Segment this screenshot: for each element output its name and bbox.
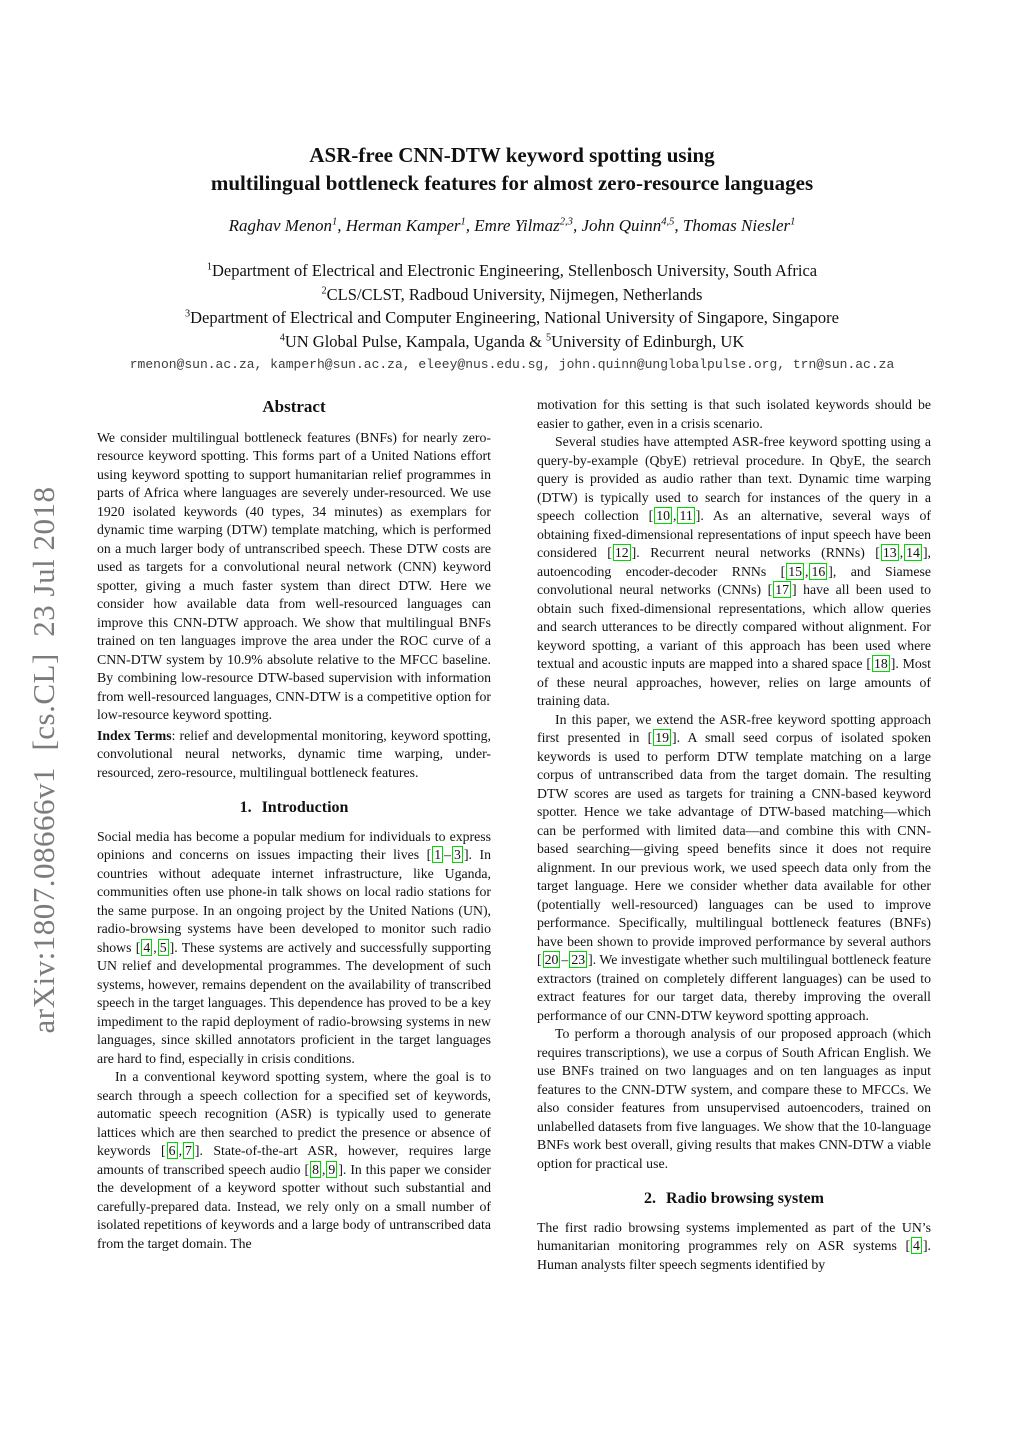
citation-link[interactable]: 4: [143, 939, 151, 955]
citation-link[interactable]: 20: [544, 952, 559, 967]
superscript: 1: [790, 216, 796, 228]
paper-title: [60, 141, 964, 197]
index-terms-paragraph: Index Terms: relief and developmental monitoring, keyword spotting, convolutional neural networks, dynamic time warping, under-resourced, zero-resource, multilingual bottleneck features.: [97, 727, 492, 780]
affiliation-1: $^1$Department of Electrical and Electronic Engineering, Stellenbosch University, South Africa: [206, 261, 818, 280]
citation-link[interactable]: 15: [788, 563, 803, 579]
citation-link[interactable]: 4: [913, 1238, 920, 1253]
citation-link[interactable]: 6: [168, 1143, 176, 1158]
right-column: [537, 396, 931, 1274]
affiliation-3: $^3$Department of Electrical and Computer Engineering, National University of Singapore, Singapore: [185, 308, 839, 327]
citation-link[interactable]: 7: [185, 1143, 192, 1158]
citation-link[interactable]: 12: [614, 545, 629, 560]
superscript: 3: [185, 308, 191, 320]
paragraph-analysis: To perform a thorough analysis of our proposed approach (which requires transcriptions), we use a corpus of South African English. We use BNFs trained on two languages and on ten languages as input features to the CNN-DTW system, and compare these to MFCCs. We also consider features from unsupervised autoencoders, trained on unlabelled datasets from five languages. We show that the 10-language BNFs work best overall, giving results that makes CNN-DTW a viable option for practical use.: [537, 1026, 931, 1171]
paragraph-radio-1: The first radio browsing systems implemented as part of the UN’s humanitarian monitoring programmes rely on ASR systems [ 4 ]. Human analysts filter speech segments identified by: [537, 1219, 931, 1272]
arxiv-sidebar-label: arXiv:1807.08666v1 [cs.CL] 23 Jul 2018: [26, 486, 61, 1034]
citation-link[interactable]: 23: [571, 952, 586, 967]
citation-link[interactable]: 17: [775, 582, 789, 597]
bold-label: Index Terms: [97, 727, 172, 743]
section-1-heading: [97, 799, 491, 818]
section-1-title: Introduction: [261, 799, 349, 816]
paragraph-qbye: Several studies have attempted ASR-free keyword spotting using a query-by-example (QbyE) retrieval procedure. In QbyE, the search query is provided as audio rather than text. Dynamic time warping (DTW) is typically used to search for instances of the query in a speech collection [ 10 , 11 ]. As an alternative, several ways of obtaining fixed-dimensional representations of input speech have been considered [ 12 ]. Recurrent neural networks (RNNs) [ 13 , 14 ], autoencoding encoder-decoder RNNs [ 15 , 16 ], and Siamese convolutional neural networks (CNNs) [ 17 ] have all been used to obtain such fixed-dimensional representations, which allow queries and search utterances to be directly compared without alignment. For keyword spotting, a variant of this approach has been used where textual and acoustic inputs are mapped into a shared space [ 18 ]. Most of these neural approaches, however, relies on large amounts of training data.: [537, 434, 931, 708]
author-emails: rmenon@sun.ac.za, kamperh@sun.ac.za, eleey@nus.edu.sg, john.quinn@unglobalpulse.org, trn@sun.ac.za: [129, 357, 895, 372]
section-2-heading: [537, 1190, 931, 1209]
citation-link[interactable]: 14: [906, 545, 920, 560]
affiliation-list: [20, 259, 1004, 353]
superscript: 2,3: [559, 216, 573, 228]
citation-link[interactable]: 19: [655, 730, 669, 745]
superscript: 5: [546, 332, 552, 343]
paper-title-line2: multilingual bottleneck features for almost zero-resource languages: [210, 171, 814, 195]
superscript: 1: [332, 216, 338, 228]
affiliation-4: $^4$UN Global Pulse, Kampala, Uganda & $^5$University of Edinburgh, UK: [279, 331, 745, 351]
section-2-number: 2.: [644, 1190, 657, 1207]
abstract-paragraph: We consider multilingual bottleneck features (BNFs) for nearly zero-resource keyword spotting. This forms part of a United Nations effort using keyword spotting to support humanitarian relief programmes in parts of Africa where languages are severely under-resourced. We use 1920 isolated keywords (40 types, 34 minutes) as exemplars for dynamic time warping (DTW) template matching, which is performed on a much larger body of untranscribed speech. These DTW costs are used as targets for a convolutional neural network (CNN) keyword spotter, giving a much faster system than direct DTW. Here we consider how available data from well-resourced languages can improve this CNN-DTW approach. We show that multilingual BNFs trained on ten languages improve the area under the ROC curve of a CNN-DTW system by 10.9% absolute relative to the MFCC baseline. By combining low-resource DTW-based supervision with information from well-resourced languages, CNN-DTW is a competitive option for low-resource keyword spotting.: [97, 429, 491, 722]
citation-link[interactable]: 18: [873, 656, 888, 671]
affiliation-2: $^2$CLS/CLST, Radboud University, Nijmegen, Netherlands: [321, 284, 703, 304]
citation-link[interactable]: 3: [454, 847, 461, 862]
citation-link[interactable]: 10: [656, 508, 670, 523]
superscript: 1: [206, 261, 212, 273]
citation-link[interactable]: 8: [312, 1161, 319, 1177]
superscript: 4: [279, 332, 285, 343]
superscript: 2: [321, 285, 327, 296]
citation-link[interactable]: 11: [679, 508, 693, 523]
section-1-number: 1.: [239, 799, 252, 816]
citation-link[interactable]: 16: [811, 563, 826, 579]
author-list: Raghav Menon$^1$, Herman Kamper$^1$, Emre Yilmaz$^{2,3}$, John Quinn$^{4,5}$, Thomas Niesler$^1$: [228, 216, 796, 235]
left-column: [97, 396, 491, 1253]
superscript: 4,5: [661, 216, 675, 228]
paragraph-intro-2: In a conventional keyword spotting system, where the goal is to search through a speech collection for a specified set of keywords, automatic speech recognition (ASR) is typically used to generate lattices which are then searched to predict the presence or absence of keywords [ 6 , 7 ]. State-of-the-art ASR, however, requires large amounts of transcribed speech audio [ 8 , 9 ]. In this paper we consider the development of a keyword spotter without such substantial and carefully-prepared data. Instead, we rely only on a small number of isolated repetitions of keywords and a large body of untranscribed data from the target domain. The: [97, 1069, 491, 1251]
paragraph-intro-1: Social media has become a popular medium for individuals to express opinions and concerns on issues impacting their lives [ 1 – 3 ]. In countries without adequate internet infrastructure, like Uganda, communities often use phone-in talk shows on local radio stations for the same purpose. In an ongoing project by the United Nations (UN), radio-browsing systems have been developed to monitor such radio shows [ 4 , 5 ]. These systems are actively and successfully supporting UN relief and developmental programmes. The development of such systems, however, remains dependent on the availability of transcribed speech in the target languages. This dependence has proved to be a key impediment to the rapid deployment of radio-browsing systems in new languages, since skilled annotators proficient in the target languages are hard to find, especially in crisis conditions.: [97, 828, 491, 1066]
paper-title-line1: ASR-free CNN-DTW keyword spotting using: [309, 143, 715, 167]
citation-link[interactable]: 13: [882, 545, 897, 560]
citation-link[interactable]: 1: [434, 847, 442, 862]
citation-link[interactable]: 9: [328, 1161, 336, 1177]
superscript: 1: [460, 216, 466, 228]
abstract-heading: Abstract: [262, 397, 326, 416]
section-2-title: Radio browsing system: [666, 1190, 824, 1207]
citation-link[interactable]: 5: [159, 939, 167, 955]
paragraph-extend: In this paper, we extend the ASR-free keyword spotting approach first presented in [ 19 ]. A small seed corpus of isolated spoken keywords is used to perform DTW template matching on a large corpus of untranscribed data from the target domain. The resulting DTW scores are used as targets for training a CNN-based keyword spotter. Hence we take advantage of DTW-based matching—which can be performed with limited data—and combine this with CNN-based searching—giving speed benefits since it does not require alignment. In our previous work, we used speech data only from the target language. Here we consider whether data available for other (potentially well-resourced) languages can be used to improve performance. Specifically, multilingual bottleneck features (BNFs) have been shown to provide improved performance by several authors [ 20 – 23 ]. We investigate whether such multilingual bottleneck feature extractors (trained on completely different languages) can be used to extract features for our target data, thereby improving the overall performance of our CNN-DTW keyword spotting approach.: [537, 711, 931, 1023]
paragraph-continuation: motivation for this setting is that such isolated keywords should be easier to gather, even in a crisis scenario.: [537, 397, 931, 431]
